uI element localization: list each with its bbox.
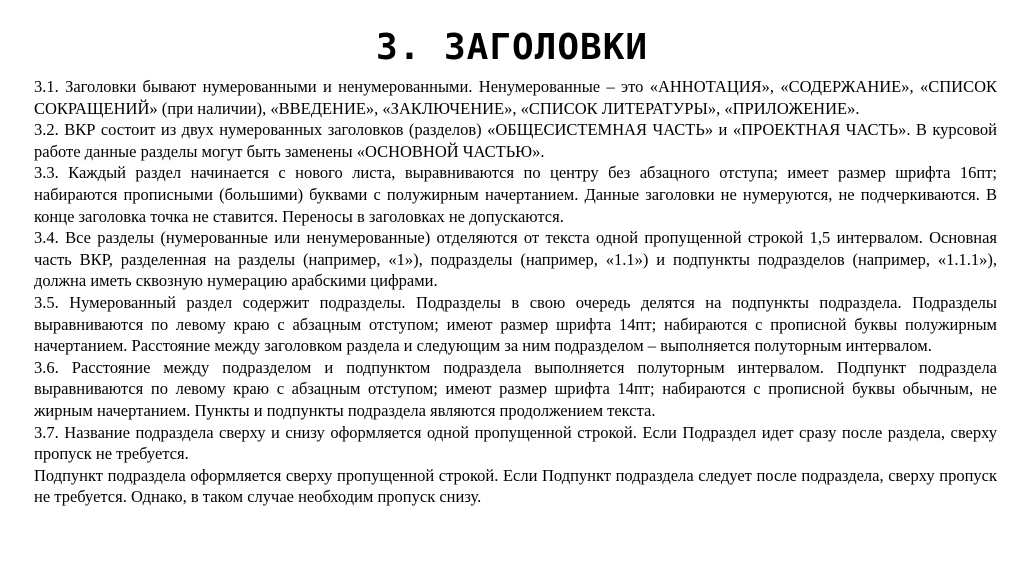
- paragraph-3-1: 3.1. Заголовки бывают нумерованными и ненумерованными. Ненумерованные – это «АННОТАЦИЯ», «СОДЕРЖАНИЕ», «СПИСОК СОКРАЩЕНИЙ» (при наличии), «ВВЕДЕНИЕ», «ЗАКЛЮЧЕНИЕ», «СПИСОК ЛИТЕРАТУРЫ», «ПРИЛОЖЕНИЕ».: [34, 77, 997, 118]
- paragraph-3-3: 3.3. Каждый раздел начинается с нового листа, выравниваются по центру без абзацного отступа; имеет размер шрифта 16пт; набираются прописными (большими) буквами с полужирным начертанием. Данные заголовки не нумеруются, не подчеркиваются. В конце заголовка точка не ставится. Переносы в заголовках не допускаются.: [34, 163, 997, 226]
- paragraph-3-5: 3.5. Нумерованный раздел содержит подразделы. Подразделы в свою очередь делятся на подпункты подраздела. Подразделы выравниваются по левому краю с абзацным отступом; имеют размер шрифта 14пт; набираются с прописной буквы полужирным начертанием. Расстояние между заголовком раздела и следующим за ним подразделом – выполняется полуторным интервалом.: [34, 292, 997, 356]
- paragraph-3-6: 3.6. Расстояние между подразделом и подпунктом подраздела выполняется полуторным интервалом. Подпункт подраздела выравниваются по левому краю с абзацным отступом; имеют размер шрифта 14пт; набираются с прописной буквы обычным, не жирным начертанием. Пункты и подпункты подраздела являются продолжением текста.: [34, 357, 997, 420]
- slide-title: 3. ЗАГОЛОВКИ: [375, 27, 649, 68]
- slide-body: [34, 76, 997, 508]
- paragraph-subpoint: Подпункт подраздела оформляется сверху пропущенной строкой. Если Подпункт подраздела следует после подраздела, сверху пропуск не требуется. Однако, в таком случае необходим пропуск снизу.: [34, 465, 997, 507]
- paragraph-3-2: 3.2. ВКР состоит из двух нумерованных заголовков (разделов) «ОБЩЕСИСТЕМНАЯ ЧАСТЬ» и «ПРОЕКТНАЯ ЧАСТЬ». В курсовой работе данные разделы могут быть заменены «ОСНОВНОЙ ЧАСТЬЮ».: [34, 120, 997, 161]
- paragraph-3-4: 3.4. Все разделы (нумерованные или ненумерованные) отделяются от текста одной пропущенной строкой 1,5 интервалом. Основная часть ВКР, разделенная на разделы (например, «1»), подразделы (например, «1.1») и подпункты подразделов (например, «1.1.1»), должна иметь сквозную нумерацию арабскими цифрами.: [34, 228, 997, 291]
- paragraph-3-7: 3.7. Название подраздела сверху и снизу оформляется одной пропущенной строкой. Если Подраздел идет сразу после раздела, сверху пропуск не требуется.: [34, 422, 997, 464]
